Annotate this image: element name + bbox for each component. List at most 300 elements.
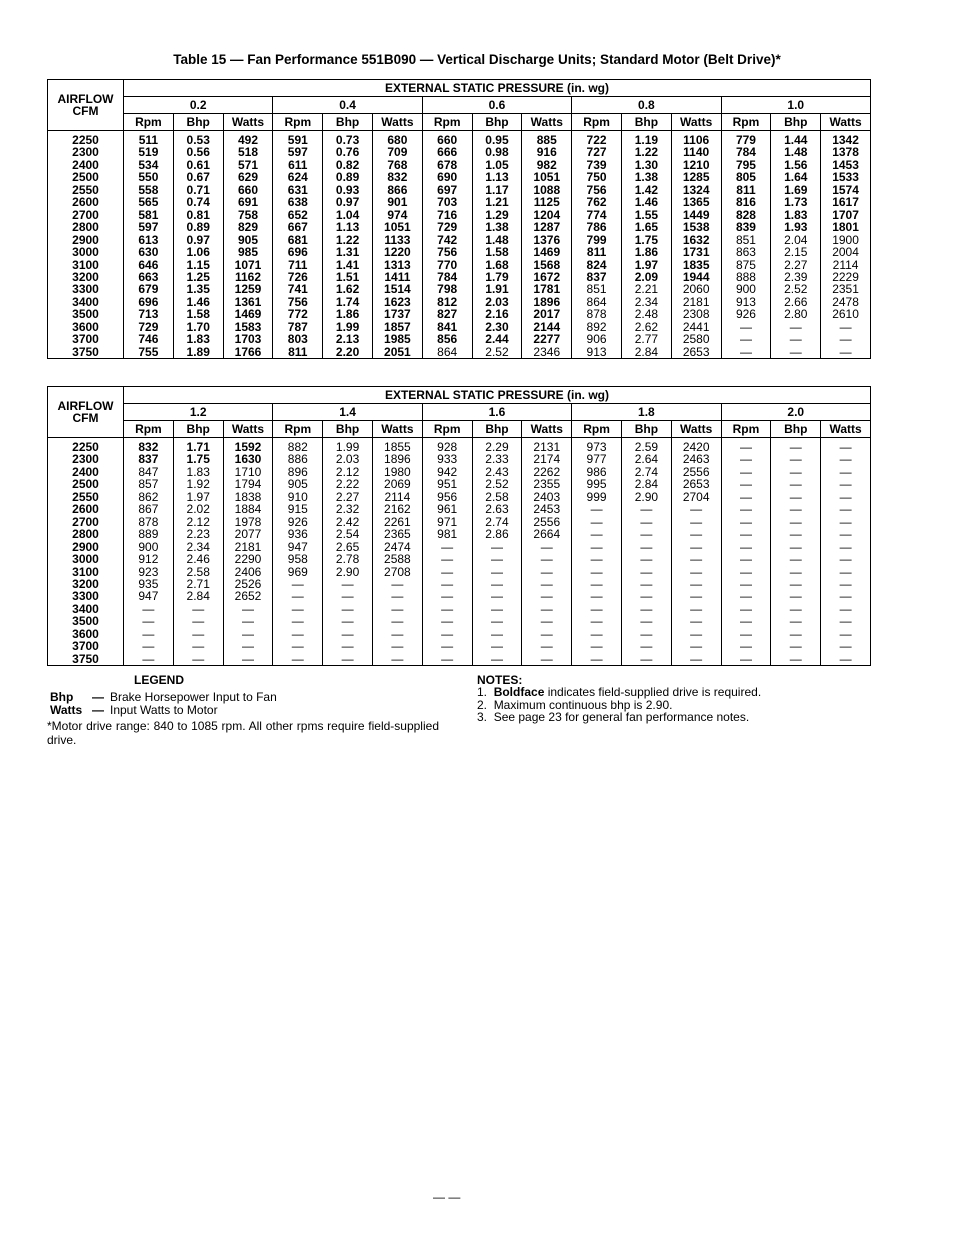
value-cell: 2.32 [323,503,373,515]
value-cell: 2077 [223,528,273,540]
cfm-cell: 3500 [48,615,124,627]
column-header-rpm: Rpm [422,421,472,438]
column-header-rpm: Rpm [273,421,323,438]
value-cell: 803 [273,333,323,345]
esp-header: EXTERNAL STATIC PRESSURE (in. wg) [124,80,871,97]
value-cell: 511 [124,131,174,147]
value-cell: — [771,528,821,540]
table-row [48,628,871,640]
value-cell: 2.34 [621,296,671,308]
value-cell: 1313 [372,259,422,271]
value-cell: 2.22 [323,478,373,490]
value-cell: 982 [522,159,572,171]
cfm-cell: 3200 [48,271,124,283]
column-header-rpm: Rpm [422,114,472,131]
value-cell: 2.15 [771,246,821,258]
value-cell: 519 [124,146,174,158]
cfm-cell: 3400 [48,296,124,308]
value-cell: — [821,628,871,640]
value-cell: 2610 [821,308,871,320]
value-cell: 1071 [223,259,273,271]
value-cell: 1342 [821,131,871,147]
value-cell: 885 [522,131,572,147]
value-cell: — [124,653,174,666]
value-cell: 1.79 [472,271,522,283]
value-cell: 2441 [671,321,721,333]
value-cell: 2.42 [323,516,373,528]
cfm-cell: 3000 [48,553,124,565]
value-cell: 1.25 [173,271,223,283]
cfm-cell: 3700 [48,640,124,652]
value-cell: — [721,590,771,602]
value-cell: 1896 [522,296,572,308]
note-item [477,711,761,724]
value-cell: 2351 [821,283,871,295]
value-cell: 2060 [671,283,721,295]
value-cell: 774 [572,209,622,221]
value-cell: 1710 [223,466,273,478]
value-cell: — [572,640,622,652]
legend-term: Bhp [50,690,74,704]
column-header-rpm: Rpm [572,114,622,131]
value-cell: 0.93 [323,184,373,196]
column-header-watts: Watts [372,114,422,131]
table-row [48,296,871,308]
pressure-header: 1.0 [721,97,870,114]
value-cell: 2.78 [323,553,373,565]
table-row [48,159,871,171]
value-cell: 0.89 [323,171,373,183]
value-cell: 1707 [821,209,871,221]
value-cell: 811 [721,184,771,196]
legend-desc: Input Watts to Motor [110,702,218,717]
value-cell: 0.71 [173,184,223,196]
value-cell: 1855 [372,438,422,454]
value-cell: 0.61 [173,159,223,171]
value-cell: — [273,615,323,627]
value-cell: 1.75 [173,453,223,465]
value-cell: 1.30 [621,159,671,171]
value-cell: 1287 [522,221,572,233]
value-cell: — [671,566,721,578]
value-cell: — [621,628,671,640]
value-cell: — [821,615,871,627]
column-header-watts: Watts [522,421,572,438]
table-row [48,438,871,454]
table-row [48,478,871,490]
value-cell: 565 [124,196,174,208]
value-cell: 910 [273,491,323,503]
value-cell: 2.84 [621,346,671,359]
pressure-header: 1.4 [273,404,422,421]
table-row [48,259,871,271]
column-header-watts: Watts [223,114,273,131]
value-cell: 1051 [372,221,422,233]
value-cell: — [771,333,821,345]
value-cell: 571 [223,159,273,171]
value-cell: 691 [223,196,273,208]
table-body [48,131,871,359]
cfm-cell: 2800 [48,221,124,233]
value-cell: 2.33 [472,453,522,465]
table-row [48,566,871,578]
note-text: Maximum continuous bhp is 2.90. [493,697,673,712]
cfm-label: CFM [72,411,99,425]
note-bold: Boldface [493,685,545,699]
value-cell: 2653 [671,346,721,359]
value-cell: 798 [422,283,472,295]
value-cell: 0.67 [173,171,223,183]
value-cell: 1.58 [472,246,522,258]
value-cell: 2.58 [472,491,522,503]
legend-desc: Brake Horsepower Input to Fan [110,690,277,704]
value-cell: 1140 [671,146,721,158]
value-cell: — [721,321,771,333]
value-cell: 667 [273,221,323,233]
column-header-watts: Watts [223,421,273,438]
value-cell: 581 [124,209,174,221]
value-cell: 2.12 [173,516,223,528]
value-cell: 696 [124,296,174,308]
airflow-header [48,387,124,438]
value-cell: 2.58 [173,566,223,578]
table-row [48,131,871,147]
value-cell: 1.22 [323,234,373,246]
column-header-rpm: Rpm [124,114,174,131]
value-cell: 1794 [223,478,273,490]
value-cell: 2704 [671,491,721,503]
value-cell: 2174 [522,453,572,465]
value-cell: 2261 [372,516,422,528]
value-cell: 1361 [223,296,273,308]
value-cell: — [422,628,472,640]
legend-dash: — [92,690,104,704]
value-cell: 1801 [821,221,871,233]
value-cell: 2.13 [323,333,373,345]
value-cell: — [821,333,871,345]
value-cell: — [472,615,522,627]
value-cell: 696 [273,246,323,258]
value-cell: — [821,503,871,515]
value-cell: — [223,640,273,652]
value-cell: — [771,321,821,333]
value-cell: — [572,653,622,666]
value-cell: 1672 [522,271,572,283]
value-cell: — [572,528,622,540]
value-cell: — [621,615,671,627]
value-cell: 947 [273,541,323,553]
value-cell: 1.70 [173,321,223,333]
value-cell: 1900 [821,234,871,246]
value-cell: 741 [273,283,323,295]
column-header-bhp: Bhp [173,421,223,438]
table-row [48,578,871,590]
value-cell: 703 [422,196,472,208]
value-cell: — [821,491,871,503]
value-cell: 1.46 [621,196,671,208]
value-cell: 915 [273,503,323,515]
value-cell: — [621,541,671,553]
value-cell: 756 [273,296,323,308]
value-cell: — [323,640,373,652]
value-cell: 697 [422,184,472,196]
value-cell: 727 [572,146,622,158]
value-cell: — [671,578,721,590]
value-cell: 1.62 [323,283,373,295]
value-cell: 956 [422,491,472,503]
value-cell: 875 [721,259,771,271]
table-row [48,221,871,233]
value-cell: — [472,553,522,565]
value-cell: 1.42 [621,184,671,196]
cfm-cell: 3400 [48,603,124,615]
value-cell: 1365 [671,196,721,208]
value-cell: 1592 [223,438,273,454]
value-cell: — [223,653,273,666]
value-cell: — [173,628,223,640]
value-cell: 1.21 [472,196,522,208]
value-cell: 756 [422,246,472,258]
value-cell: 663 [124,271,174,283]
value-cell: 1.99 [323,438,373,454]
value-cell: — [721,603,771,615]
value-cell: 2355 [522,478,572,490]
value-cell: — [372,653,422,666]
column-header-rpm: Rpm [721,421,771,438]
value-cell: 1.44 [771,131,821,147]
value-cell: 1.58 [173,308,223,320]
value-cell: — [671,553,721,565]
value-cell: 0.97 [323,196,373,208]
table-row [48,171,871,183]
value-cell: 2.66 [771,296,821,308]
table-row [48,196,871,208]
column-header-rpm: Rpm [124,421,174,438]
value-cell: — [522,541,572,553]
pressure-row [48,404,871,421]
pressure-header: 0.6 [422,97,571,114]
value-cell: 901 [372,196,422,208]
value-cell: 0.98 [472,146,522,158]
value-cell: 2474 [372,541,422,553]
value-cell: 1.83 [771,209,821,221]
value-cell: 2004 [821,246,871,258]
value-cell: 896 [273,466,323,478]
value-cell: 629 [223,171,273,183]
value-cell: 2.90 [621,491,671,503]
value-cell: 2.71 [173,578,223,590]
value-cell: 2.74 [472,516,522,528]
value-cell: 882 [273,438,323,454]
value-cell: 1731 [671,246,721,258]
value-cell: — [472,653,522,666]
value-cell: 2.77 [621,333,671,345]
value-cell: 816 [721,196,771,208]
value-cell: 2365 [372,528,422,540]
value-cell: — [223,603,273,615]
value-cell: 1469 [223,308,273,320]
value-cell: 828 [721,209,771,221]
value-cell: — [522,603,572,615]
value-cell: 985 [223,246,273,258]
value-cell: 2453 [522,503,572,515]
value-cell: — [721,541,771,553]
cfm-cell: 2400 [48,466,124,478]
value-cell: — [721,453,771,465]
value-cell: 935 [124,578,174,590]
cfm-cell: 3750 [48,653,124,666]
value-cell: — [323,653,373,666]
column-header-watts: Watts [671,421,721,438]
value-cell: 611 [273,159,323,171]
value-cell: 1583 [223,321,273,333]
value-cell: 827 [422,308,472,320]
value-cell: — [621,516,671,528]
value-cell: 726 [273,271,323,283]
value-cell: 1133 [372,234,422,246]
cfm-cell: 2550 [48,491,124,503]
pressure-header: 1.8 [572,404,721,421]
value-cell: 866 [372,184,422,196]
value-cell: 1737 [372,308,422,320]
value-cell: 2.30 [472,321,522,333]
value-cell: 2653 [671,478,721,490]
value-cell: 534 [124,159,174,171]
value-cell: 0.56 [173,146,223,158]
table-row [48,321,871,333]
value-cell: 779 [721,131,771,147]
motor-footnote: *Motor drive range: 840 to 1085 rpm. All other rpms require field-supplied drive. [47,719,439,747]
value-cell: 2708 [372,566,422,578]
value-cell: 1.68 [472,259,522,271]
airflow-header [48,80,124,131]
value-cell: 933 [422,453,472,465]
value-cell: 0.74 [173,196,223,208]
value-cell: 905 [273,478,323,490]
value-cell: 977 [572,453,622,465]
value-cell: — [124,615,174,627]
value-cell: 951 [422,478,472,490]
value-cell: 2229 [821,271,871,283]
value-cell: 1.86 [621,246,671,258]
table-row [48,590,871,602]
value-cell: — [372,628,422,640]
value-cell: — [621,503,671,515]
cfm-cell: 2700 [48,516,124,528]
value-cell: 1088 [522,184,572,196]
cfm-cell: 2300 [48,146,124,158]
value-cell: — [522,640,572,652]
value-cell: 1.41 [323,259,373,271]
value-cell: 2.27 [771,259,821,271]
notes-title: NOTES: [477,673,523,687]
value-cell: 624 [273,171,323,183]
value-cell: 1.19 [621,131,671,147]
value-cell: 913 [721,296,771,308]
value-cell: 2.54 [323,528,373,540]
value-cell: 1376 [522,234,572,246]
value-cell: 558 [124,184,174,196]
value-cell: 1.91 [472,283,522,295]
value-cell: — [472,578,522,590]
value-cell: 0.81 [173,209,223,221]
value-cell: 680 [372,131,422,147]
value-cell: 2.02 [173,503,223,515]
table-row [48,333,871,345]
value-cell: 1204 [522,209,572,221]
value-cell: — [771,466,821,478]
value-cell: 841 [422,321,472,333]
cfm-cell: 2700 [48,209,124,221]
table-row [48,283,871,295]
value-cell: 1220 [372,246,422,258]
value-cell: — [422,590,472,602]
value-cell: — [422,640,472,652]
cfm-cell: 3500 [48,308,124,320]
value-cell: 630 [124,246,174,258]
value-cell: 1.83 [173,466,223,478]
cfm-cell: 2900 [48,234,124,246]
value-cell: 1162 [223,271,273,283]
value-cell: 758 [223,209,273,221]
value-cell: 2.52 [771,283,821,295]
value-cell: 864 [572,296,622,308]
value-cell: 646 [124,259,174,271]
cfm-cell: 3750 [48,346,124,359]
value-cell: 886 [273,453,323,465]
legend-term: Watts [50,702,83,717]
table-row [48,234,871,246]
value-cell: 613 [124,234,174,246]
value-cell: 847 [124,466,174,478]
value-cell: 2.34 [173,541,223,553]
value-cell: — [372,578,422,590]
value-cell: 0.95 [472,131,522,147]
value-cell: 1.92 [173,478,223,490]
value-cell: 851 [572,283,622,295]
value-cell: 666 [422,146,472,158]
column-header-bhp: Bhp [472,421,522,438]
value-cell: 2478 [821,296,871,308]
value-cell: 591 [273,131,323,147]
value-cell: 2406 [223,566,273,578]
value-cell: 742 [422,234,472,246]
value-cell: 889 [124,528,174,540]
value-cell: 2463 [671,453,721,465]
value-cell: 1.64 [771,171,821,183]
value-cell: 770 [422,259,472,271]
value-cell: 2.23 [173,528,223,540]
cfm-label: CFM [72,104,99,118]
value-cell: 2069 [372,478,422,490]
airflow-label: AIRFLOW [57,399,114,413]
value-cell: 2556 [671,466,721,478]
column-header-rpm: Rpm [572,421,622,438]
table-row [48,541,871,553]
value-cell: — [572,503,622,515]
value-cell: 1.22 [621,146,671,158]
value-cell: 1781 [522,283,572,295]
value-cell: 1.38 [621,171,671,183]
value-cell: — [721,628,771,640]
cfm-cell: 2600 [48,503,124,515]
value-cell: 2.04 [771,234,821,246]
value-cell: — [422,553,472,565]
value-cell: 913 [572,346,622,359]
value-cell: — [771,503,821,515]
table-row [48,146,871,158]
cfm-cell: 2250 [48,131,124,147]
